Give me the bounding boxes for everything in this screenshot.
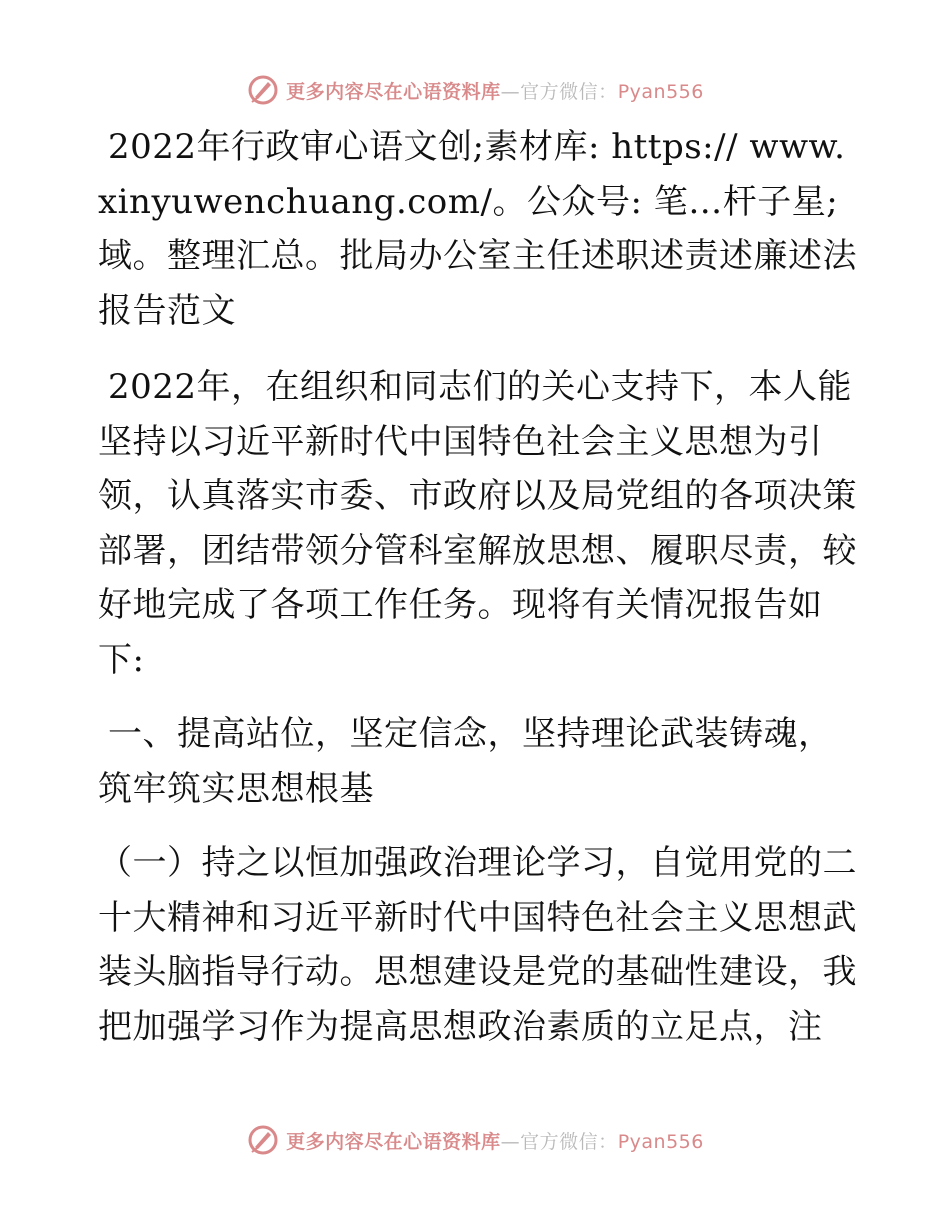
quill-circle-icon — [246, 1123, 280, 1157]
paragraph-subsection-1: （一）持之以恒加强政治理论学习，自觉用党的二十大精神和习近平新时代中国特色社会主义思想武装头脑指导行动。思想建设是党的基础性建设，我把加强学习作为提高思想政治素质的立足点，注 — [98, 843, 857, 1047]
section-heading-1: 一、提高站位，坚定信念，坚持理论武装铸魂，筑牢筑实思想根基 — [98, 714, 833, 809]
paragraph-summary: 2022年，在组织和同志们的关心支持下，本人能坚持以习近平新时代中国特色社会主义思想为引领，认真落实市委、市政府以及局党组的各项决策部署，团结带领分管科室解放思想、履职尽责，较好地完成了各项工作任务。现将有关情况报告如下: — [98, 367, 857, 680]
paragraph-intro: 2022年行政审心语文创;素材库: https:// www.xinyuwenchuang.com/。公众号: 笔…杆子星;域。整理汇总。批局办公室主任述职述责述廉述法报告范文 — [98, 127, 857, 331]
document-body — [98, 120, 858, 1054]
watermark-text: 更多内容尽在心语资料库—官方微信：Pyan556 — [286, 80, 704, 103]
quill-circle-icon — [246, 73, 280, 107]
watermark-header — [0, 70, 950, 110]
watermark-text: 更多内容尽在心语资料库—官方微信：Pyan556 — [286, 1130, 704, 1153]
watermark-footer — [0, 1120, 950, 1160]
